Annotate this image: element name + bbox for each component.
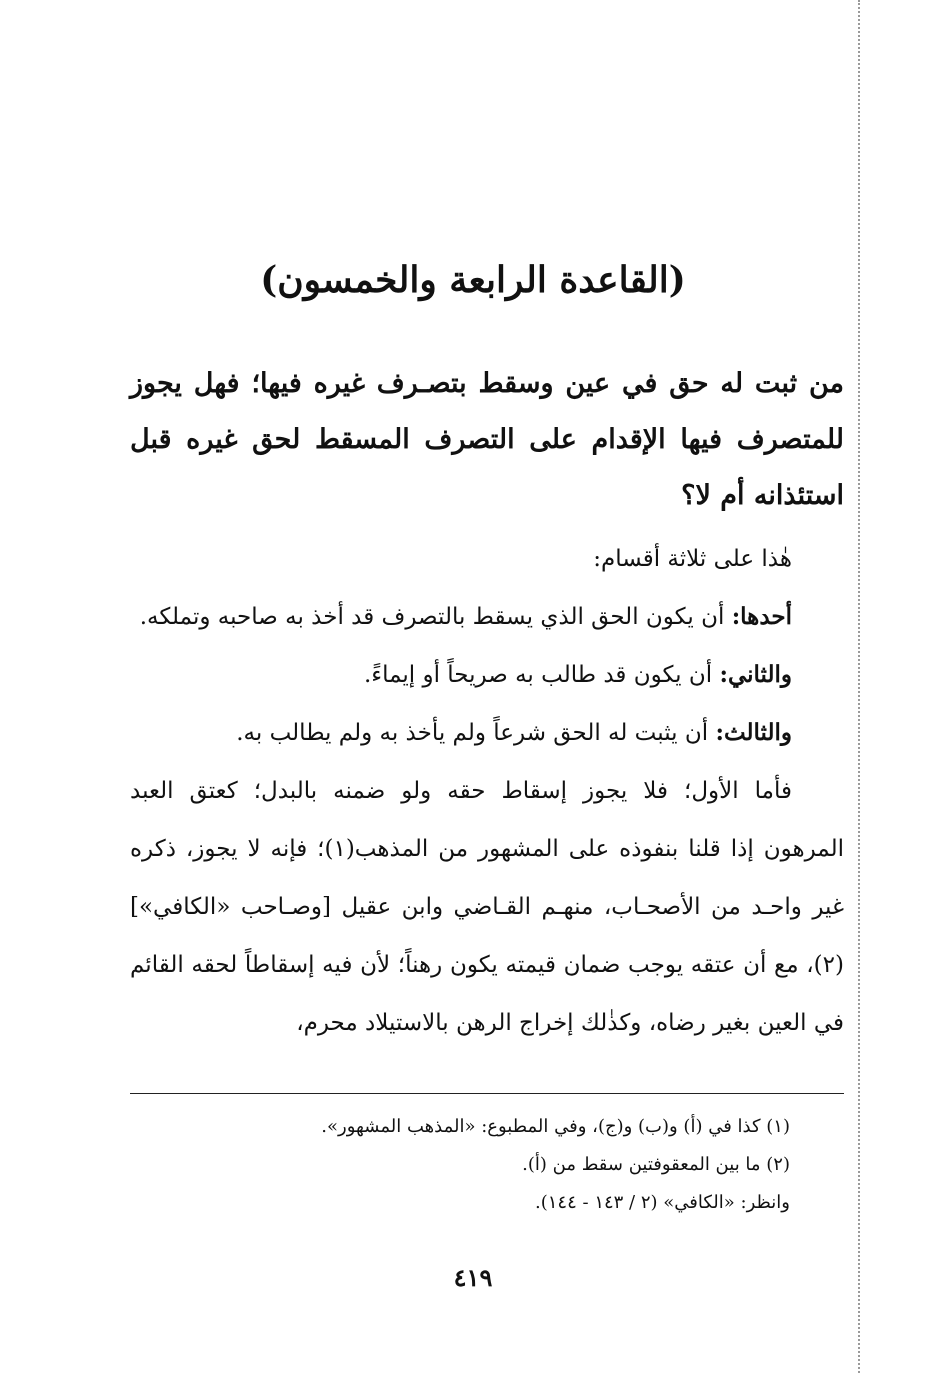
division-third-text: أن يثبت له الحق شرعاً ولم يأخذ به ولم يطالب به.: [236, 720, 716, 746]
rule-question: من ثبت له حق في عين وسقط بتصـرف غيره فيها؛ فهل يجوز للمتصرف فيها الإقدام على التصرف المسقط لحق غيره قبل استئذانه أم لا؟: [130, 368, 844, 511]
intro-line: هٰذا على ثلاثة أقسام:: [593, 546, 792, 572]
footnote-separator: [130, 1093, 844, 1094]
footnote-2: (٢) ما بين المعقوفتين سقط من (أ).: [522, 1154, 790, 1175]
page-edge-line: [858, 0, 860, 1373]
footnote-2-reference: وانظر: «الكافي» (٢ / ١٤٣ - ١٤٤).: [535, 1192, 790, 1213]
division-second-lead: والثاني:: [719, 661, 792, 688]
division-third: [130, 704, 844, 762]
division-first: [130, 588, 844, 646]
division-third-lead: والثالث:: [715, 719, 792, 746]
main-paragraph: فأما الأول؛ فلا يجوز إسقاط حقه ولو ضمنه بالبدل؛ كعتق العبد المرهون إذا قلنا بنفوذه على المشهور من المذهب(١)؛ فإنه لا يجوز، ذكره غير واحـد من الأصحـاب، منهـم القـاضي وابن عقيل [وصـاحب «الكافي»](٢)، مع أن عتقه يوجب ضمان قيمته يكون رهناً؛ لأن فيه إسقاطاً لحقه القائم في العين بغير رضاه، وكذٰلك إخراج الرهن بالاستيلاد محرم،: [130, 778, 844, 1036]
footnote-1: (١) كذا في (أ) و(ب) و(ج)، وفي المطبوع: «المذهب المشهور».: [321, 1116, 790, 1137]
division-first-text: أن يكون الحق الذي يسقط بالتصرف قد أخذ به صاحبه وتملكه.: [139, 604, 732, 630]
division-second: [130, 646, 844, 704]
footnotes: [130, 1108, 790, 1222]
page-number: ٤١٩: [453, 1263, 493, 1292]
division-second-text: أن يكون قد طالب به صريحاً أو إيماءً.: [363, 662, 720, 688]
division-first-lead: أحدها:: [731, 603, 792, 630]
chapter-title: (القاعدة الرابعة والخمسون): [260, 259, 686, 301]
body-text: [130, 530, 844, 1052]
